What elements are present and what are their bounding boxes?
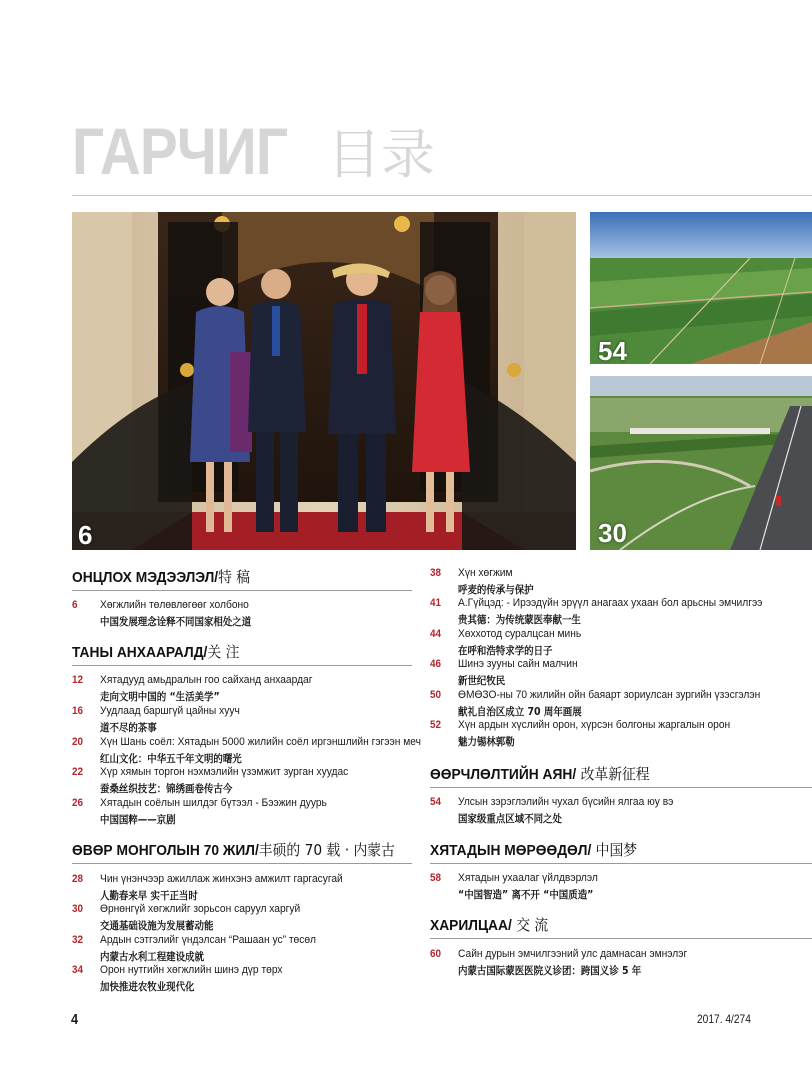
entry-title-mn: Хүн ардын хүслийн орон, хүрсэн болгоны жаргалын орон xyxy=(458,719,731,731)
entry-page-number: 44 xyxy=(430,628,442,640)
section-title-mn: ӨВӨР МОНГОЛЫН 70 ЖИЛ/ xyxy=(72,842,259,859)
entry-page-number: 54 xyxy=(430,796,442,808)
entry-title-cn: 道不尽的茶事 xyxy=(100,722,157,734)
page-title-chinese: 目录 xyxy=(327,123,435,186)
entry-page-number: 16 xyxy=(72,705,84,717)
entry-title-cn: 新世纪牧民 xyxy=(458,675,506,687)
page-number: 4 xyxy=(71,1011,79,1028)
section-title-mn: ХЯТАДЫН МӨРӨӨДӨЛ/ xyxy=(430,842,592,859)
entry-page-number: 58 xyxy=(430,872,442,884)
photo-page-label: 6 xyxy=(78,520,93,550)
entry-title-mn: Хөгжлийн төлөвлөгөөг холбоно xyxy=(100,599,249,611)
issue-number: 2017. 4/274 xyxy=(697,1012,751,1026)
entry-page-number: 60 xyxy=(430,948,442,960)
entry-title-mn: Хөххотод суралцсан минь xyxy=(458,628,582,640)
entry-page-number: 26 xyxy=(72,797,84,809)
entry-title-cn: 内蒙古国际蒙医医院义诊团：跨国义诊 5 年 xyxy=(458,965,642,977)
section-title-cn: 改革新征程 xyxy=(576,765,650,783)
entry-title-cn: 呼麦的传承与保护 xyxy=(458,584,534,596)
section-title-cn: 丰硕的 70 载 · 内蒙古 xyxy=(258,841,395,859)
section-divider xyxy=(72,665,412,666)
section-title-mn: ТАНЫ АНХААРАЛД/ xyxy=(72,644,208,661)
entry-page-number: 52 xyxy=(430,719,442,731)
entry-title-cn: 蚕桑丝织技艺：锦绣画卷传古今 xyxy=(100,783,233,795)
entry-title-cn: “中国智造” 离不开 “中国质造” xyxy=(458,889,594,901)
highway-photo xyxy=(590,376,812,550)
entry-page-number: 50 xyxy=(430,689,442,701)
section-title xyxy=(72,570,250,585)
entry-title-mn: Хятадын соёлын шилдэг бүтээл - Бээжин дуурь xyxy=(100,797,327,809)
entry-page-number: 22 xyxy=(72,766,84,778)
entry-title-cn: 内蒙古水利工程建设成就 xyxy=(100,951,204,963)
state-visit-photo xyxy=(72,212,576,550)
entry-title-mn: Шинэ зууны сайн малчин xyxy=(458,658,578,670)
section-title xyxy=(430,843,637,858)
entry-title-cn: 交通基础设施为发展蓄动能 xyxy=(100,920,214,932)
entry-page-number: 12 xyxy=(72,674,84,686)
page-title-mongolian: ГАРЧИГ xyxy=(72,114,288,188)
entry-title-cn: 红山文化：中华五千年文明的曙光 xyxy=(100,753,242,765)
entry-page-number: 38 xyxy=(430,567,442,579)
entry-title-cn: 人勤春来早 实干正当时 xyxy=(100,890,198,902)
section-title xyxy=(72,645,239,660)
entry-title-mn: Орон нутгийн хөгжлийн шинэ дүр төрх xyxy=(100,964,283,976)
entry-title-mn: Улсын зэрэглэлийн чухал бүсийн ялгаа юу вэ xyxy=(458,796,674,808)
section-divider xyxy=(430,787,812,788)
entry-page-number: 41 xyxy=(430,597,442,609)
entry-title-mn: Уудлаад баршгүй цайны хууч xyxy=(100,705,240,717)
entry-title-mn: Өрнөнгүй хөгжлийг зорьсон саруул харгуй xyxy=(100,903,301,915)
entry-title-cn: 献礼自治区成立 70 周年画展 xyxy=(458,706,582,718)
entry-page-number: 6 xyxy=(72,599,78,611)
section-title xyxy=(72,843,395,858)
entry-title-cn: 贵其德：为传统蒙医奉献一生 xyxy=(458,614,581,626)
entry-title-cn: 国家级重点区域不同之处 xyxy=(458,813,562,825)
section-divider xyxy=(430,863,812,864)
section-divider xyxy=(430,938,812,939)
section-title xyxy=(430,767,650,782)
section-title-cn: 中国梦 xyxy=(591,841,638,859)
entry-title-cn: 加快推进农牧业现代化 xyxy=(100,981,195,993)
entry-title-cn: 中国发展理念诠释不同国家相处之道 xyxy=(100,616,252,628)
header-divider xyxy=(72,195,812,196)
entry-page-number: 30 xyxy=(72,903,84,915)
entry-title-mn: Хятадын ухаалаг үйлдвэрлэл xyxy=(458,872,598,884)
section-title-cn: 关 注 xyxy=(207,643,240,661)
section-divider xyxy=(72,590,412,591)
section-title-mn: ХАРИЛЦАА/ xyxy=(430,917,512,934)
entry-title-mn: Хүр хямын торгон нэхмэлийн үзэмжит зурган хуудас xyxy=(100,766,349,778)
entry-page-number: 32 xyxy=(72,934,84,946)
entry-title-mn: Чин үнэнчээр ажиллаж жинхэнэ амжилт гаргасугай xyxy=(100,873,343,885)
entry-title-mn: Ардын сэтгэлийг үндэлсан “Рашаан ус” төсөл xyxy=(100,934,316,946)
section-title-mn: ОНЦЛОХ МЭДЭЭЛЭЛ/ xyxy=(72,569,219,586)
entry-page-number: 28 xyxy=(72,873,84,885)
entry-page-number: 46 xyxy=(430,658,442,670)
entry-title-mn: А.Гүйцэд: - Ирээдүйн эрүүл анагаах ухаан бол арьсны эмчилгээ xyxy=(458,597,763,609)
photo-page-label: 54 xyxy=(598,336,627,364)
entry-page-number: 20 xyxy=(72,736,84,748)
entry-title-cn: 走向文明中国的 “生活美学” xyxy=(100,691,220,703)
farmland-photo xyxy=(590,212,812,364)
entry-title-mn: ӨМӨЗО-ны 70 жилийн ойн баяарт зориулсан зургийн үзэсгэлэн xyxy=(458,689,761,701)
section-title xyxy=(430,918,548,933)
section-title-cn: 交 流 xyxy=(511,916,549,934)
photo-page-label: 30 xyxy=(598,518,627,548)
entry-title-cn: 魅力锡林郭勒 xyxy=(458,736,515,748)
entry-title-mn: Хүн хөгжим xyxy=(458,567,513,579)
entry-title-mn: Хятадууд амьдралын гоо сайханд анхаардаг xyxy=(100,674,313,686)
entry-title-mn: Хүн Шань соёл: Хятадын 5000 жилийн соёл иргэншлийн гэгээн меч xyxy=(100,736,421,748)
section-divider xyxy=(72,863,412,864)
entry-title-mn: Сайн дурын эмчилгээний улс дамнасан эмнэлэг xyxy=(458,948,688,960)
state-visit-illustration xyxy=(72,212,576,550)
section-title-mn: ӨӨРЧЛӨЛТИЙН АЯН/ xyxy=(430,766,577,783)
section-title-cn: 特 稿 xyxy=(218,568,251,586)
entry-title-cn: 在呼和浩特求学的日子 xyxy=(458,645,553,657)
entry-page-number: 34 xyxy=(72,964,84,976)
entry-title-cn: 中国国粹——京剧 xyxy=(100,814,176,826)
